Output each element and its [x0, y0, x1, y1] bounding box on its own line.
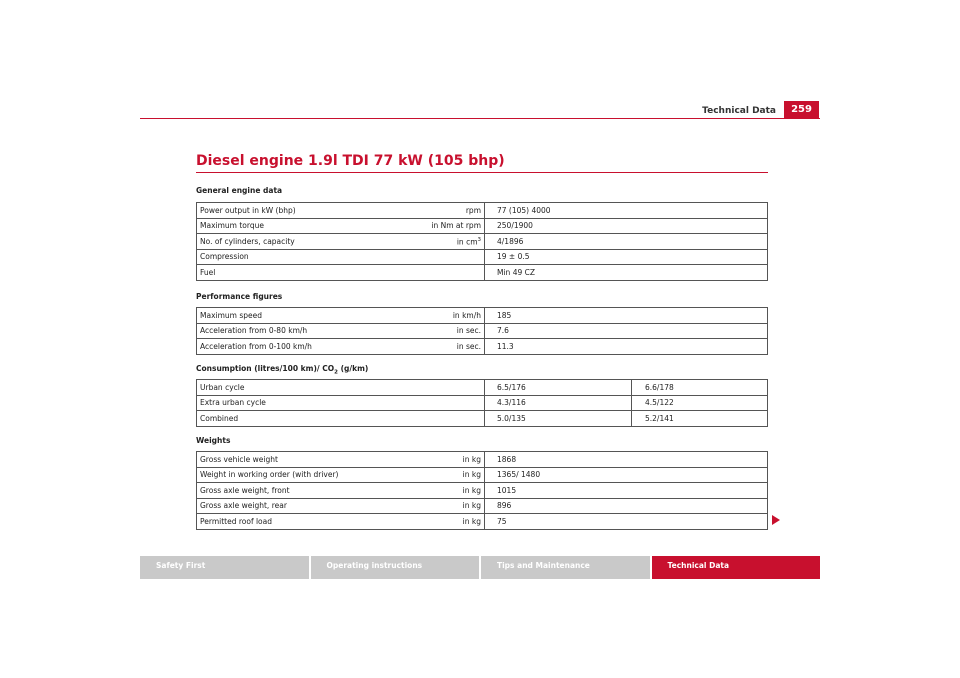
row-label: Combined [197, 411, 485, 427]
row-value: 5.0/135 [485, 411, 632, 427]
table-row [197, 498, 768, 514]
table-row [197, 339, 768, 355]
row-label: No. of cylinders, capacity in $cm^3$ [197, 234, 485, 250]
row-label: Weight in working order (with driver) in kg [197, 467, 485, 483]
next-page-arrow-icon[interactable] [772, 515, 780, 525]
header-divider [140, 118, 820, 119]
table-row [197, 483, 768, 499]
section-heading-general: General engine data [196, 186, 283, 195]
table-row [197, 249, 768, 265]
row-value: 4.3/116 [485, 395, 632, 411]
general-engine-table [196, 202, 768, 281]
row-value-alt: 6.6/178 [632, 380, 768, 396]
footer-tab-technical-data[interactable]: Technical Data [652, 556, 821, 579]
row-value-alt: 5.2/141 [632, 411, 768, 427]
row-label: Urban cycle [197, 380, 485, 396]
page-number: 259 [784, 101, 819, 119]
footer-tab-safety-first[interactable]: Safety First [140, 556, 309, 579]
row-value: Min 49 CZ [485, 265, 768, 281]
row-label: Gross vehicle weight in kg [197, 452, 485, 468]
section-heading-performance: Performance figures [196, 292, 283, 301]
table-row [197, 265, 768, 281]
row-label: Acceleration from 0-100 km/h in sec. [197, 339, 485, 355]
row-value: 1868 [485, 452, 768, 468]
row-value-alt: 4.5/122 [632, 395, 768, 411]
footer-nav [140, 556, 820, 579]
table-row [197, 467, 768, 483]
row-label: Acceleration from 0-80 km/h in sec. [197, 323, 485, 339]
table-row [197, 203, 768, 219]
table-row [197, 308, 768, 324]
table-row [197, 380, 768, 396]
row-value: 75 [485, 514, 768, 530]
row-label: Extra urban cycle [197, 395, 485, 411]
row-label: Compression [197, 249, 485, 265]
row-value: 896 [485, 498, 768, 514]
table-row [197, 514, 768, 530]
table-row [197, 234, 768, 250]
row-value: 1015 [485, 483, 768, 499]
table-row [197, 323, 768, 339]
row-value: 1365/ 1480 [485, 467, 768, 483]
performance-table [196, 307, 768, 355]
table-row [197, 452, 768, 468]
footer-tab-operating-instructions[interactable]: Operating instructions [311, 556, 480, 579]
row-value: 11.3 [485, 339, 768, 355]
table-row [197, 218, 768, 234]
table-row [197, 411, 768, 427]
row-value: 4/1896 [485, 234, 768, 250]
header-section-title: Technical Data [702, 106, 776, 116]
row-label: Fuel [197, 265, 485, 281]
consumption-table [196, 379, 768, 427]
row-value: 6.5/176 [485, 380, 632, 396]
section-heading-weights: Weights [196, 436, 231, 445]
weights-table [196, 451, 768, 530]
row-value: 250/1900 [485, 218, 768, 234]
footer-tab-tips-and-maintenance[interactable]: Tips and Maintenance [481, 556, 650, 579]
row-label: Maximum speed in km/h [197, 308, 485, 324]
row-label: Permitted roof load in kg [197, 514, 485, 530]
title-divider [196, 172, 768, 173]
row-label: Maximum torque in Nm at rpm [197, 218, 485, 234]
section-heading-consumption: Consumption (litres/100 km)/ $CO_2$ (g/km) [196, 364, 369, 376]
row-label: Gross axle weight, front in kg [197, 483, 485, 499]
row-value: 7.6 [485, 323, 768, 339]
row-label: Gross axle weight, rear in kg [197, 498, 485, 514]
row-label: Power output in kW (bhp) rpm [197, 203, 485, 219]
table-row [197, 395, 768, 411]
page-title: Diesel engine 1.9l TDI 77 kW (105 bhp) [196, 153, 505, 169]
row-value: 19 ± 0.5 [485, 249, 768, 265]
row-value: 185 [485, 308, 768, 324]
row-value: 77 (105) 4000 [485, 203, 768, 219]
